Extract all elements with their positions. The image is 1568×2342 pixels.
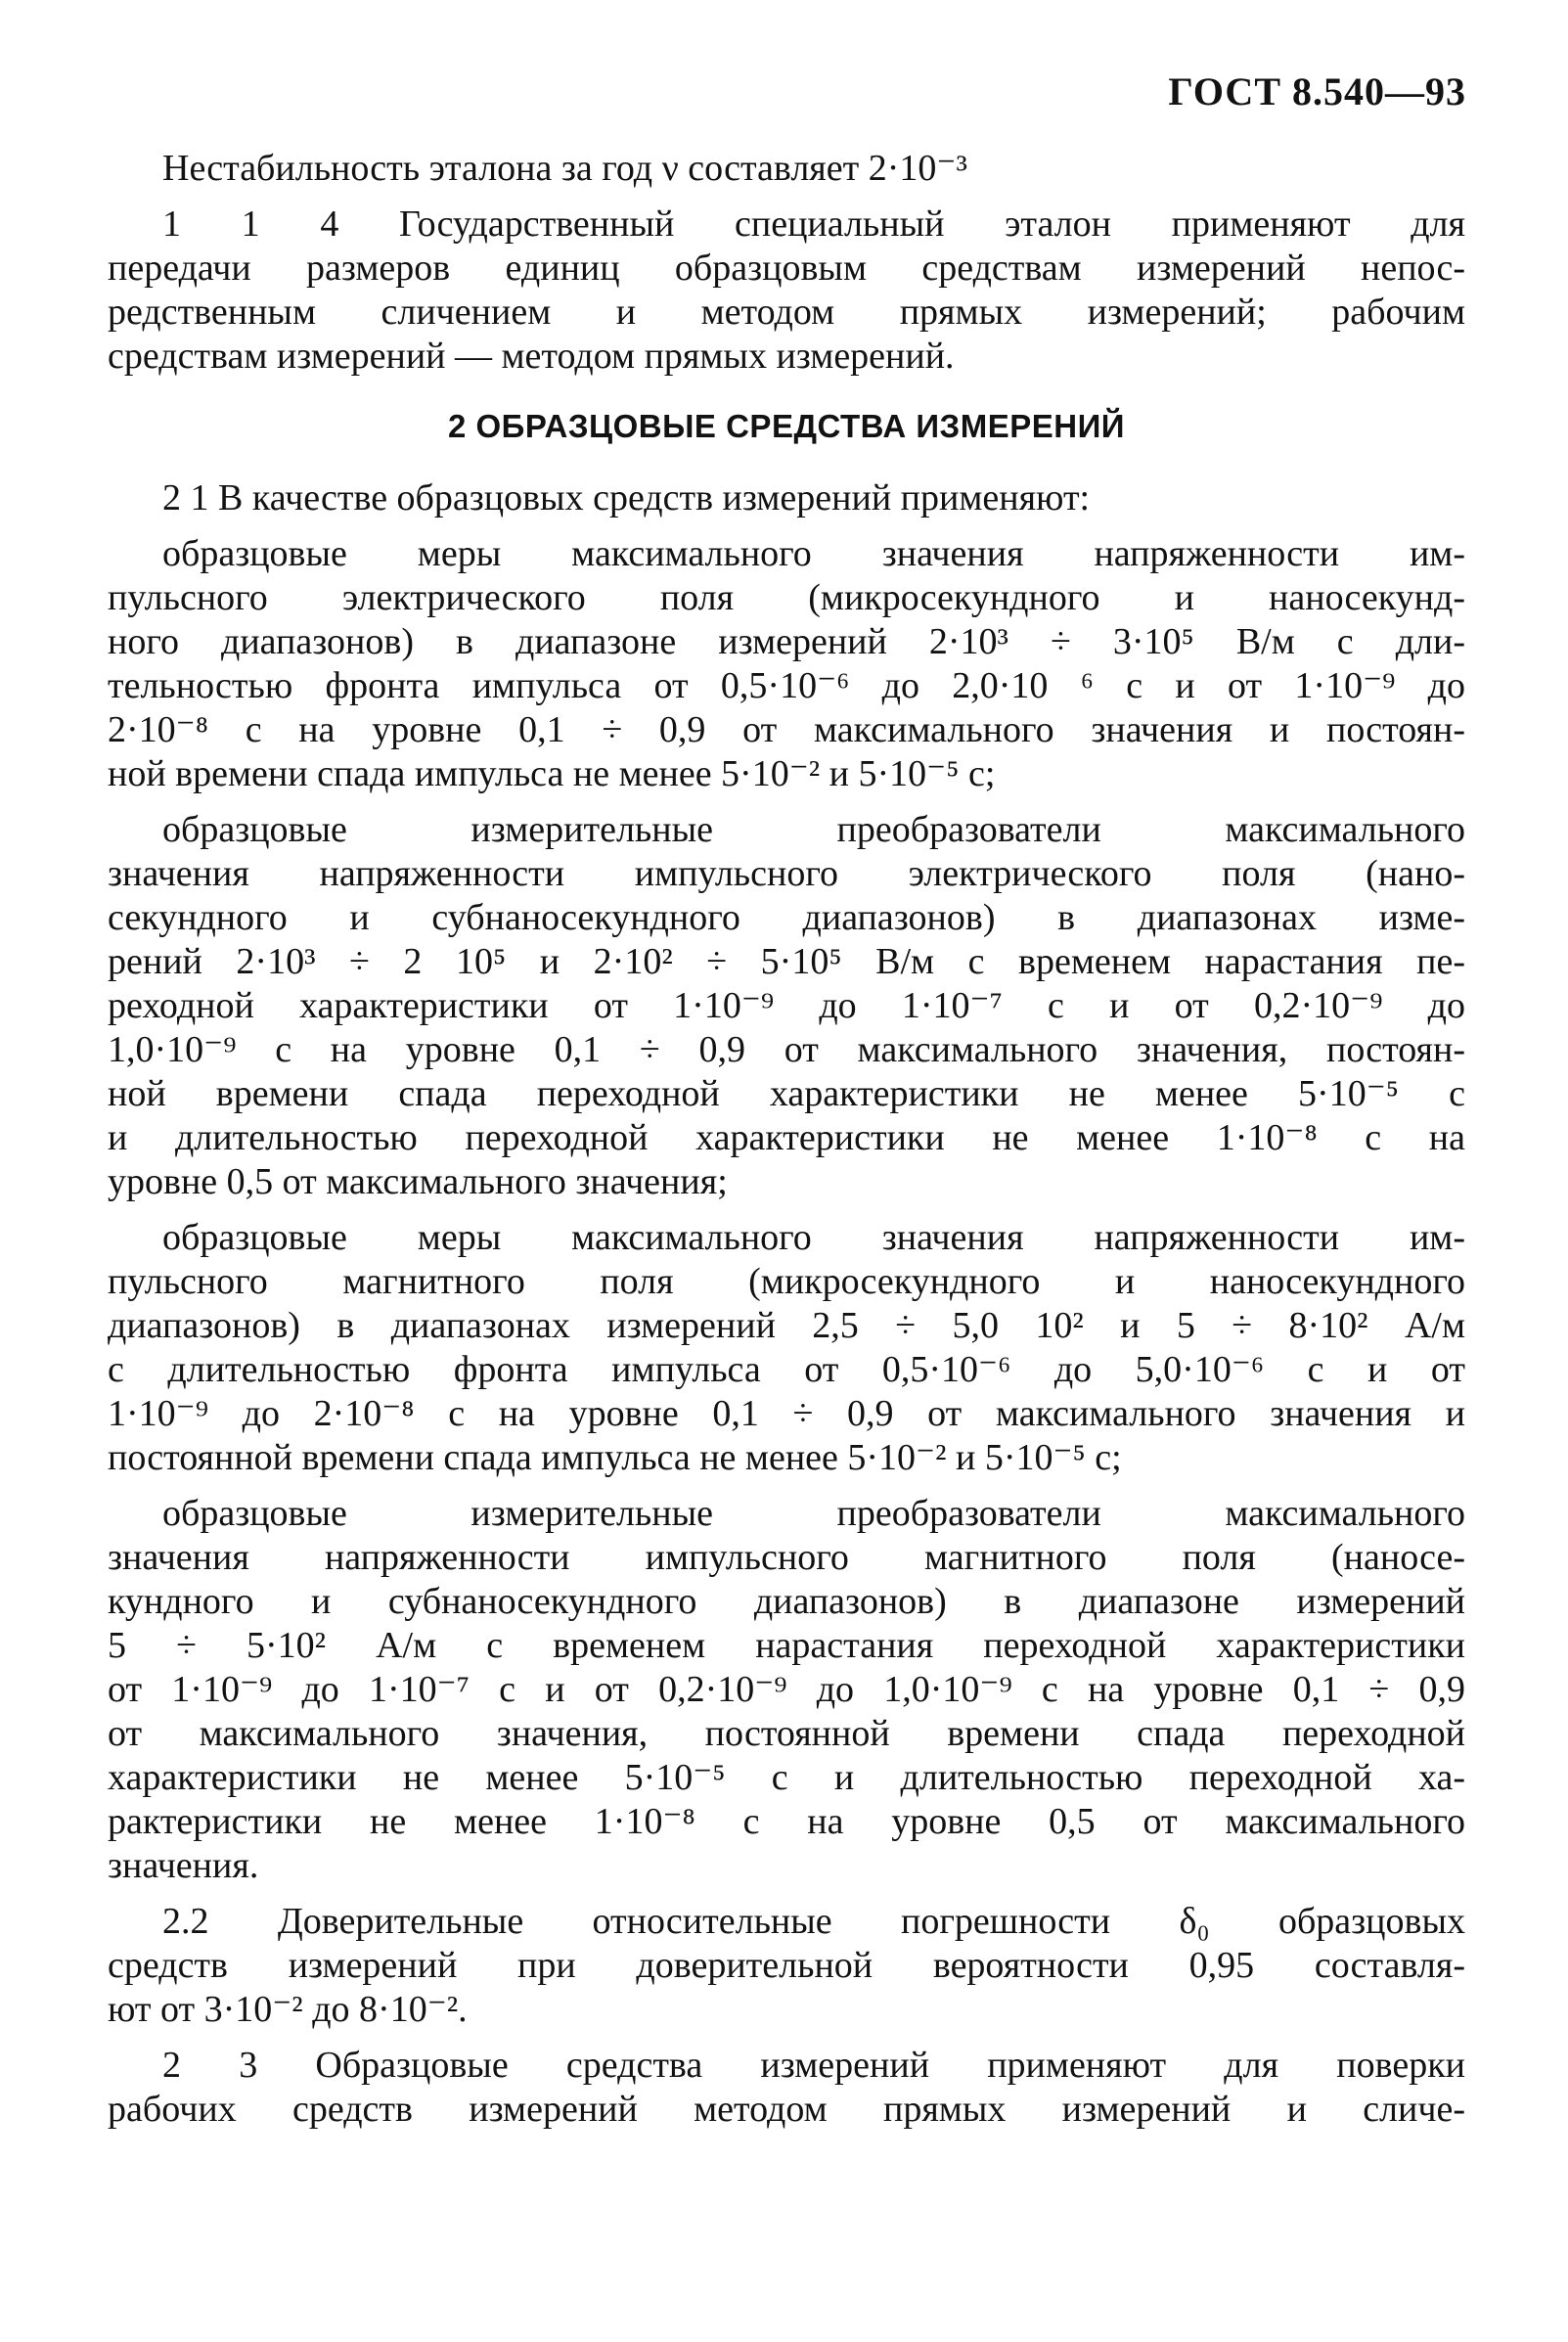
text-line: образцовые меры максимального значения напряженности им-: [162, 1217, 1465, 1258]
text-line: рений 2·10³ ÷ 2 10⁵ и 2·10² ÷ 5·10⁵ В/м с временем нарастания пе-: [108, 941, 1465, 982]
document-code: ГОСТ 8.540—93: [1168, 69, 1466, 113]
text-line: Нестабильность эталона за год ν составляет 2·10⁻³: [162, 148, 967, 189]
para-measures-electric-field: [108, 532, 1465, 796]
text-line: кундного и субнаносекундного диапазонов) в диапазоне измерений: [108, 1581, 1465, 1622]
text-line: значения напряженности импульсного магнитного поля (наносе-: [108, 1537, 1465, 1578]
para-1-1-4: [108, 203, 1465, 379]
text-line: ют от 3·10⁻² до 8·10⁻².: [108, 1989, 468, 2030]
para-instability: [108, 147, 1465, 191]
text-line: 2 1 В качестве образцовых средств измерений применяют:: [162, 477, 1091, 518]
text-line: образцовые измерительные преобразователи максимального: [162, 809, 1465, 850]
text-line: от максимального значения, постоянной времени спада переходной: [108, 1713, 1465, 1754]
document-body: [108, 147, 1465, 2143]
text-line: 2.2 Доверительные относительные погрешности δ₀ образцовых: [162, 1901, 1465, 1942]
text-line: секундного и субнаносекундного диапазонов) в диапазонах изме-: [108, 897, 1465, 938]
para-transducers-electric-field: [108, 808, 1465, 1204]
text-line: значения.: [108, 1845, 259, 1886]
text-line: средствам измерений — методом прямых измерений.: [108, 336, 955, 377]
text-line: значения напряженности импульсного электрического поля (нано-: [108, 853, 1465, 894]
text-line: уровне 0,5 от максимального значения;: [108, 1161, 728, 1202]
text-line: пульсного электрического поля (микросекундного и наносекунд-: [108, 577, 1465, 618]
text-line: образцовые меры максимального значения напряженности им-: [162, 533, 1465, 574]
text-line: с длительностью фронта импульса от 0,5·10⁻⁶ до 5,0·10⁻⁶ с и от: [108, 1349, 1465, 1390]
text-line: ной времени спада импульса не менее 5·10⁻² и 5·10⁻⁵ с;: [108, 753, 996, 794]
para-transducers-magnetic-field: [108, 1492, 1465, 1888]
para-2-3: [108, 2044, 1465, 2132]
text-line: 1·10⁻⁹ до 2·10⁻⁸ с на уровне 0,1 ÷ 0,9 от максимального значения и: [108, 1393, 1465, 1434]
text-line: характеристики не менее 5·10⁻⁵ с и длительностью переходной ха-: [108, 1757, 1465, 1798]
text-line: реходной характеристики от 1·10⁻⁹ до 1·10⁻⁷ с и от 0,2·10⁻⁹ до: [108, 985, 1465, 1026]
text-line: образцовые измерительные преобразователи максимального: [162, 1493, 1465, 1534]
section-2-heading: 2 ОБРАЗЦОВЫЕ СРЕДСТВА ИЗМЕРЕНИЙ: [447, 408, 1126, 444]
para-2-1: [108, 476, 1465, 520]
para-2-2: [108, 1900, 1465, 2032]
text-line: ной времени спада переходной характеристики не менее 5·10⁻⁵ с: [108, 1073, 1465, 1114]
text-line: и длительностью переходной характеристики не менее 1·10⁻⁸ с на: [108, 1117, 1465, 1158]
text-line: средств измерений при доверительной вероятности 0,95 составля-: [108, 1945, 1465, 1986]
text-line: тельностью фронта импульса от 0,5·10⁻⁶ до 2,0·10 ⁶ с и от 1·10⁻⁹ до: [108, 665, 1465, 706]
text-line: диапазонов) в диапазонах измерений 2,5 ÷ 5,0 10² и 5 ÷ 8·10² А/м: [108, 1305, 1465, 1346]
text-line: пульсного магнитного поля (микросекундного и наносекундного: [108, 1261, 1465, 1302]
text-line: рактеристики не менее 1·10⁻⁸ с на уровне 0,5 от максимального: [108, 1801, 1465, 1842]
text-line: постоянной времени спада импульса не менее 5·10⁻² и 5·10⁻⁵ с;: [108, 1437, 1122, 1478]
text-line: 5 ÷ 5·10² А/м с временем нарастания переходной характеристики: [108, 1625, 1465, 1666]
text-line: передачи размеров единиц образцовым средствам измерений непос-: [108, 248, 1465, 289]
text-line: рабочих средств измерений методом прямых измерений и сличе-: [108, 2089, 1465, 2130]
text-line: редственным сличением и методом прямых измерений; рабочим: [108, 292, 1465, 333]
text-line: 2·10⁻⁸ с на уровне 0,1 ÷ 0,9 от максимального значения и постоян-: [108, 709, 1465, 750]
text-line: ного диапазонов) в диапазоне измерений 2·10³ ÷ 3·10⁵ В/м с дли-: [108, 621, 1465, 662]
text-line: 1 1 4 Государственный специальный эталон применяют для: [162, 203, 1465, 245]
text-line: от 1·10⁻⁹ до 1·10⁻⁷ с и от 0,2·10⁻⁹ до 1,0·10⁻⁹ с на уровне 0,1 ÷ 0,9: [108, 1669, 1465, 1710]
text-line: 1,0·10⁻⁹ с на уровне 0,1 ÷ 0,9 от максимального значения, постоян-: [108, 1029, 1465, 1070]
text-line: 2 3 Образцовые средства измерений применяют для поверки: [162, 2045, 1465, 2086]
para-measures-magnetic-field: [108, 1216, 1465, 1480]
